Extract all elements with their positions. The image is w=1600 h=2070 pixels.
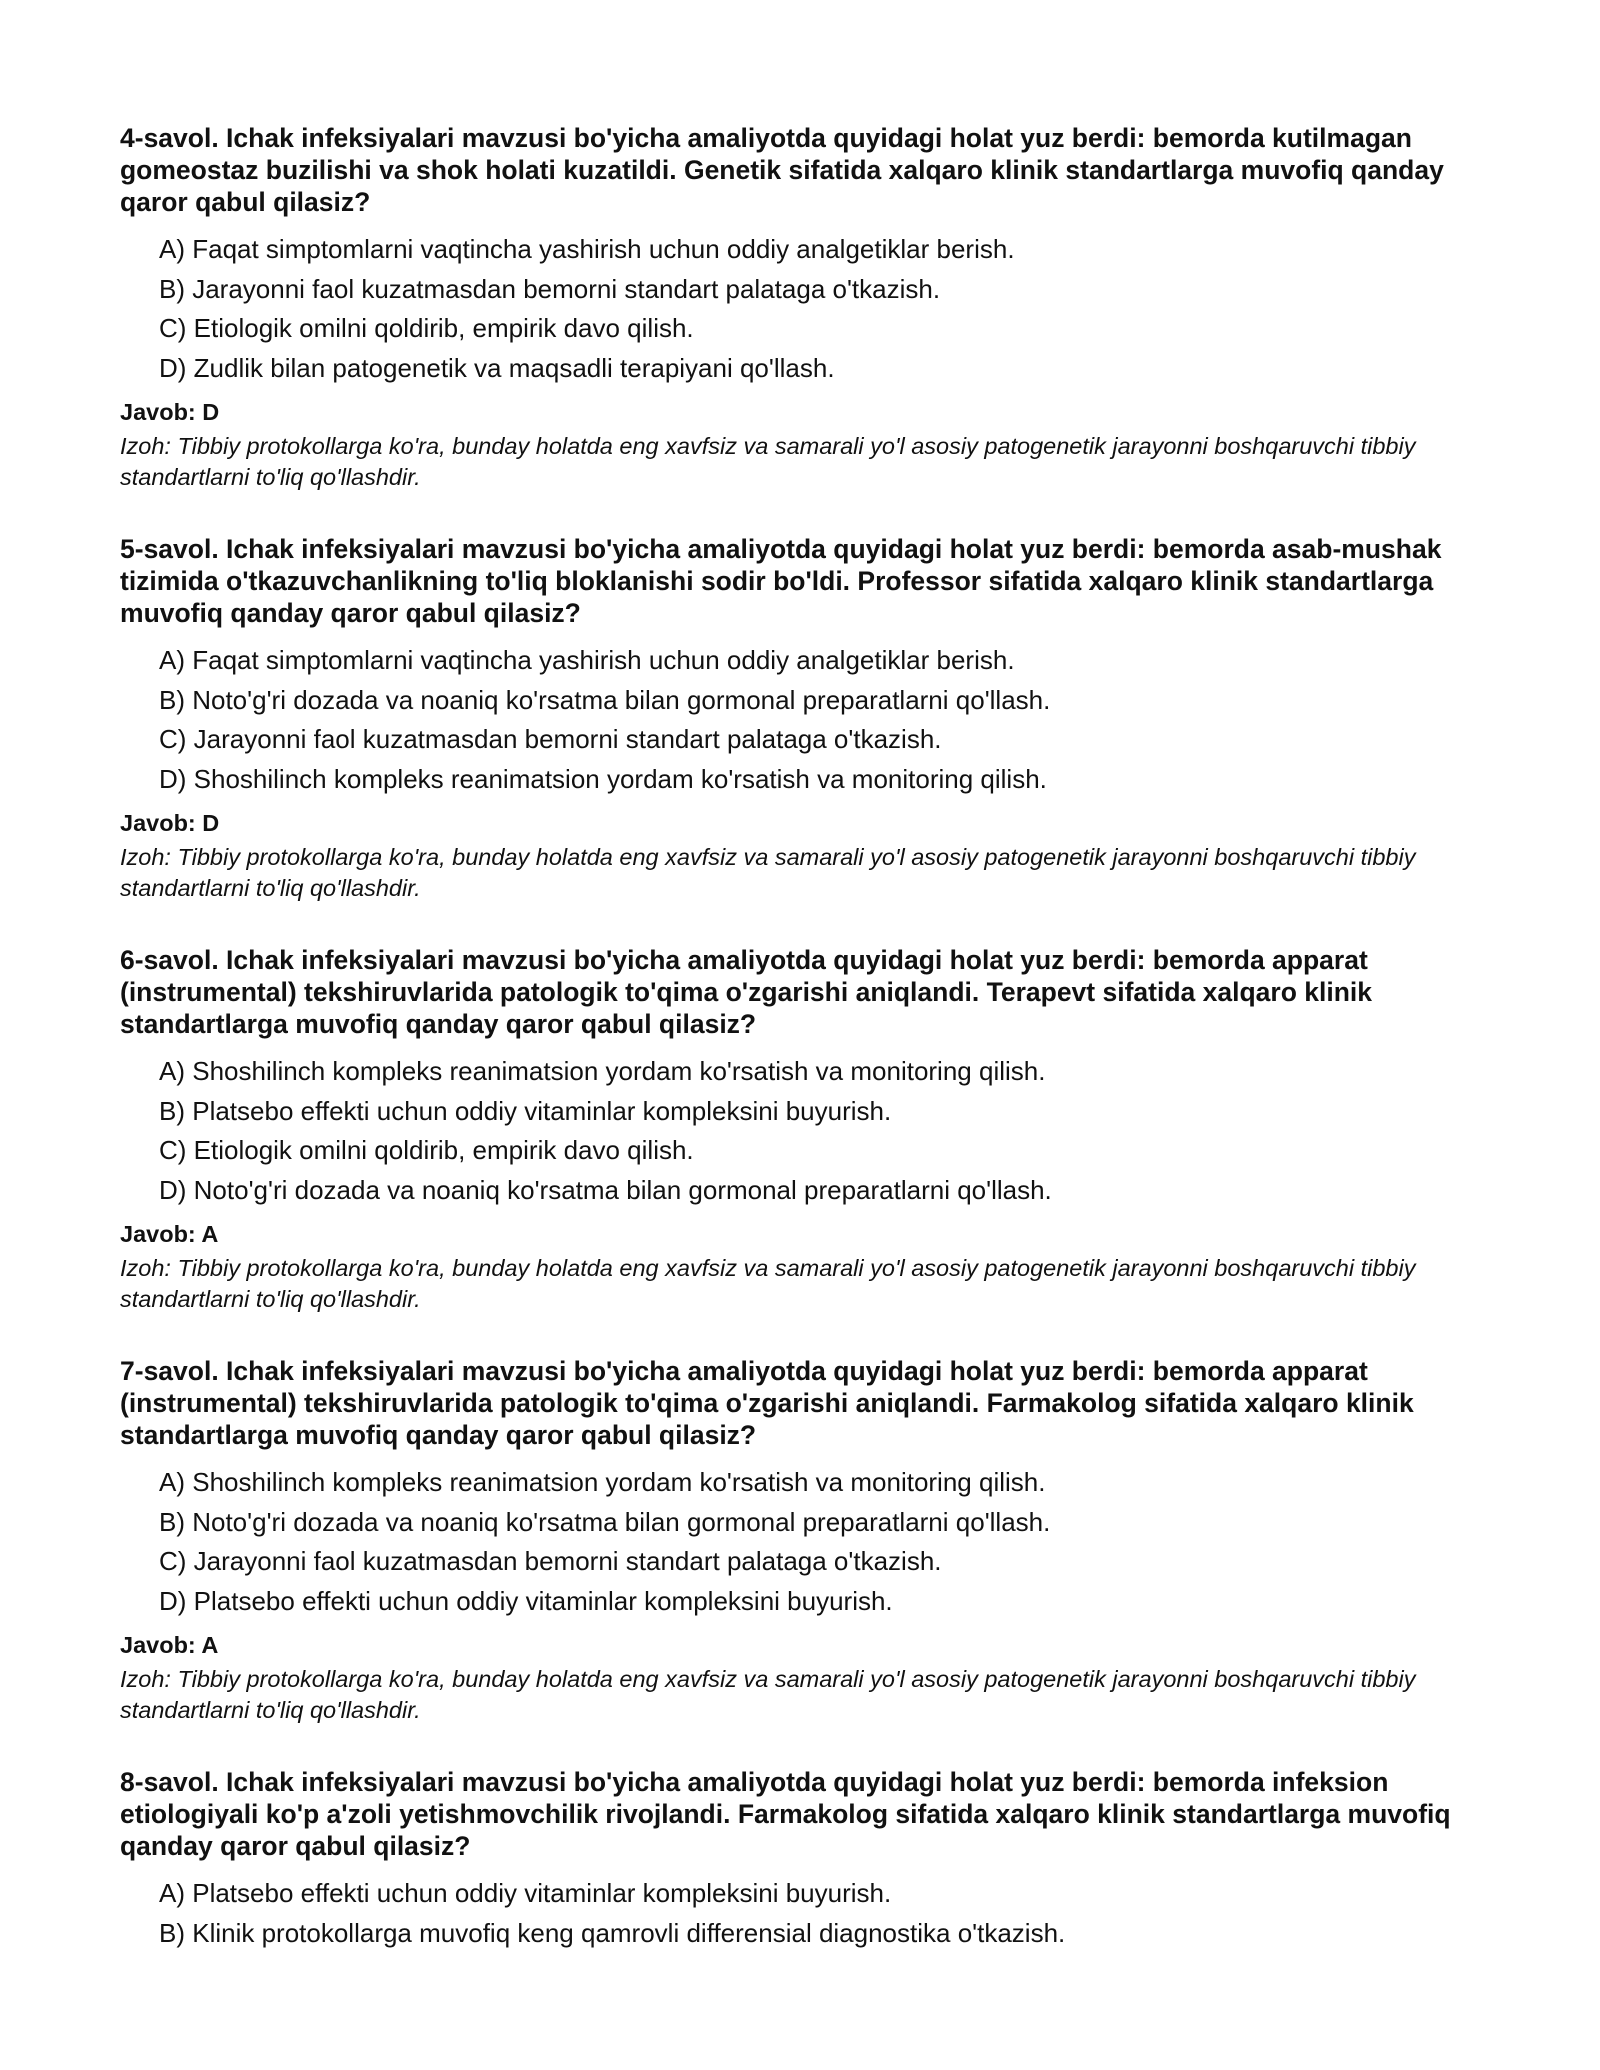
question-block xyxy=(120,944,1500,1315)
option-d: D) Shoshilinch kompleks reanimatsion yordam ko'rsatish va monitoring qilish. xyxy=(159,763,1047,794)
question-title: 6-savol. Ichak infeksiyalari mavzusi bo'yicha amaliyotda quyidagi holat yuz berdi: bemorda apparat (instrumental) tekshiruvlarida patologik to'qima o'zgarishi aniqlandi. Terapevt sifatida xalqaro klinik standartlarga muvofiq qanday qaror qabul qilasiz? xyxy=(120,945,1372,1039)
options-list xyxy=(120,230,1500,388)
answer-line: Javob: D xyxy=(120,399,220,425)
option-a: A) Platsebo effekti uchun oddiy vitaminlar kompleksini buyurish. xyxy=(159,1878,892,1908)
option-a: A) Shoshilinch kompleks reanimatsion yordam ko'rsatish va monitoring qilish. xyxy=(159,1467,1046,1497)
question-title: 7-savol. Ichak infeksiyalari mavzusi bo'yicha amaliyotda quyidagi holat yuz berdi: bemorda apparat (instrumental) tekshiruvlarida patologik to'qima o'zgarishi aniqlandi. Farmakolog sifatida xalqaro klinik standartlarga muvofiq qanday qaror qabul qilasiz? xyxy=(120,1356,1414,1450)
question-block xyxy=(120,122,1500,493)
answer-line: Javob: D xyxy=(120,810,220,836)
options-list xyxy=(120,1052,1500,1210)
question-title: 4-savol. Ichak infeksiyalari mavzusi bo'yicha amaliyotda quyidagi holat yuz berdi: bemorda kutilmagan gomeostaz buzilishi va shok holati kuzatildi. Genetik sifatida xalqaro klinik standartlarga muvofiq qanday qaror qabul qilasiz? xyxy=(120,123,1444,217)
options-list xyxy=(120,641,1500,799)
explanation-note: Izoh: Tibbiy protokollarga ko'ra, bunday holatda eng xavfsiz va samarali yo'l asosiy patogenetik jarayonni boshqaruvchi tibbiy standartlarni to'liq qo'llashdir. xyxy=(120,844,1416,901)
option-a: A) Faqat simptomlarni vaqtincha yashirish uchun oddiy analgetiklar berish. xyxy=(159,645,1015,675)
option-c: C) Etiologik omilni qoldirib, empirik davo qilish. xyxy=(159,1135,694,1165)
question-block xyxy=(120,1766,1500,1953)
option-b: B) Jarayonni faol kuzatmasdan bemorni standart palataga o'tkazish. xyxy=(159,273,941,304)
explanation-note: Izoh: Tibbiy protokollarga ko'ra, bunday holatda eng xavfsiz va samarali yo'l asosiy patogenetik jarayonni boshqaruvchi tibbiy standartlarni to'liq qo'llashdir. xyxy=(120,433,1416,490)
option-a: A) Faqat simptomlarni vaqtincha yashirish uchun oddiy analgetiklar berish. xyxy=(159,234,1015,264)
question-block xyxy=(120,533,1500,904)
explanation-note: Izoh: Tibbiy protokollarga ko'ra, bunday holatda eng xavfsiz va samarali yo'l asosiy patogenetik jarayonni boshqaruvchi tibbiy standartlarni to'liq qo'llashdir. xyxy=(120,1666,1416,1723)
explanation-note: Izoh: Tibbiy protokollarga ko'ra, bunday holatda eng xavfsiz va samarali yo'l asosiy patogenetik jarayonni boshqaruvchi tibbiy standartlarni to'liq qo'llashdir. xyxy=(120,1255,1416,1312)
question-title: 5-savol. Ichak infeksiyalari mavzusi bo'yicha amaliyotda quyidagi holat yuz berdi: bemorda asab-mushak tizimida o'tkazuvchanlikning to'liq bloklanishi sodir bo'ldi. Professor sifatida xalqaro klinik standartlarga muvofiq qanday qaror qabul qilasiz? xyxy=(120,534,1442,628)
options-list xyxy=(120,1874,1500,1953)
question-block xyxy=(120,1355,1500,1726)
option-d: D) Noto'g'ri dozada va noaniq ko'rsatma bilan gormonal preparatlarni qo'llash. xyxy=(159,1174,1052,1205)
option-b: B) Noto'g'ri dozada va noaniq ko'rsatma bilan gormonal preparatlarni qo'llash. xyxy=(159,684,1051,715)
option-a: A) Shoshilinch kompleks reanimatsion yordam ko'rsatish va monitoring qilish. xyxy=(159,1056,1046,1086)
option-b: B) Platsebo effekti uchun oddiy vitaminlar kompleksini buyurish. xyxy=(159,1095,892,1126)
answer-line: Javob: A xyxy=(120,1632,219,1658)
document-page xyxy=(120,122,1500,1993)
option-c: C) Etiologik omilni qoldirib, empirik davo qilish. xyxy=(159,313,694,343)
option-b: B) Klinik protokollarga muvofiq keng qamrovli differensial diagnostika o'tkazish. xyxy=(159,1917,1066,1948)
option-d: D) Zudlik bilan patogenetik va maqsadli terapiyani qo'llash. xyxy=(159,352,835,383)
option-c: C) Jarayonni faol kuzatmasdan bemorni standart palataga o'tkazish. xyxy=(159,724,942,754)
option-c: C) Jarayonni faol kuzatmasdan bemorni standart palataga o'tkazish. xyxy=(159,1546,942,1576)
question-title: 8-savol. Ichak infeksiyalari mavzusi bo'yicha amaliyotda quyidagi holat yuz berdi: bemorda infeksion etiologiyali ko'p a'zoli yetishmovchilik rivojlandi. Farmakolog sifatida xalqaro klinik standartlarga muvofiq qanday qaror qabul qilasiz? xyxy=(120,1767,1451,1861)
option-d: D) Platsebo effekti uchun oddiy vitaminlar kompleksini buyurish. xyxy=(159,1585,893,1616)
option-b: B) Noto'g'ri dozada va noaniq ko'rsatma bilan gormonal preparatlarni qo'llash. xyxy=(159,1506,1051,1537)
options-list xyxy=(120,1463,1500,1621)
answer-line: Javob: A xyxy=(120,1221,219,1247)
